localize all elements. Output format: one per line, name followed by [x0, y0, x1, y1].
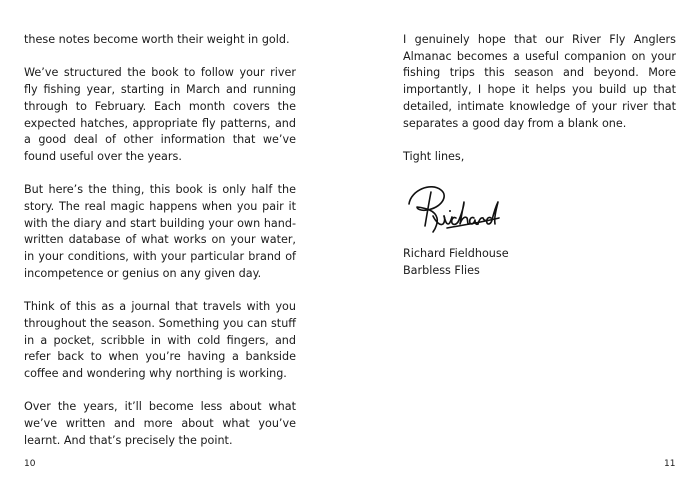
page-number-left: 10 [24, 459, 36, 469]
left-paragraph-2: We’ve structured the book to follow your river fly fishing year, starting in March and running through to February. Each month covers the expected hatches, appropriate fly patterns, and a good deal of other information that we’ve found useful over the years. [24, 66, 296, 163]
author-name: Richard Fieldhouse [403, 247, 509, 260]
company-name: Barbless Flies [403, 263, 480, 277]
signature-block [403, 246, 603, 279]
left-paragraph-4: Think of this as a journal that travels with you throughout the season. Something you can stuff in a pocket, scribble in with cold fingers, and refer back to when you’re having a bankside coffee and wondering why northing is working. [24, 300, 296, 381]
closing-line: Tight lines, [403, 149, 465, 163]
right-page-body [403, 32, 676, 182]
left-page-body [24, 32, 296, 466]
right-paragraph-1: I genuinely hope that our River Fly Anglers Almanac becomes a useful companion on your fishing trips this season and beyond. More importantly, I hope it helps you build up that detailed, intimate knowledge of your river that separates a good day from a blank one. [403, 33, 676, 130]
signature-image [403, 178, 507, 236]
left-paragraph-5: Over the years, it’ll become less about what we’ve written and more about what you’ve learnt. And that’s precisely the point. [24, 400, 296, 447]
left-paragraph-3: But here’s the thing, this book is only half the story. The real magic happens when you pair it with the diary and start building your own hand-written database of what works on your water, in your conditions, with your particular brand of incompetence or genius on any given day. [24, 183, 296, 280]
page-number-right: 11 [664, 459, 676, 469]
right-page [350, 0, 700, 493]
left-paragraph-1: these notes become worth their weight in gold. [24, 33, 290, 46]
